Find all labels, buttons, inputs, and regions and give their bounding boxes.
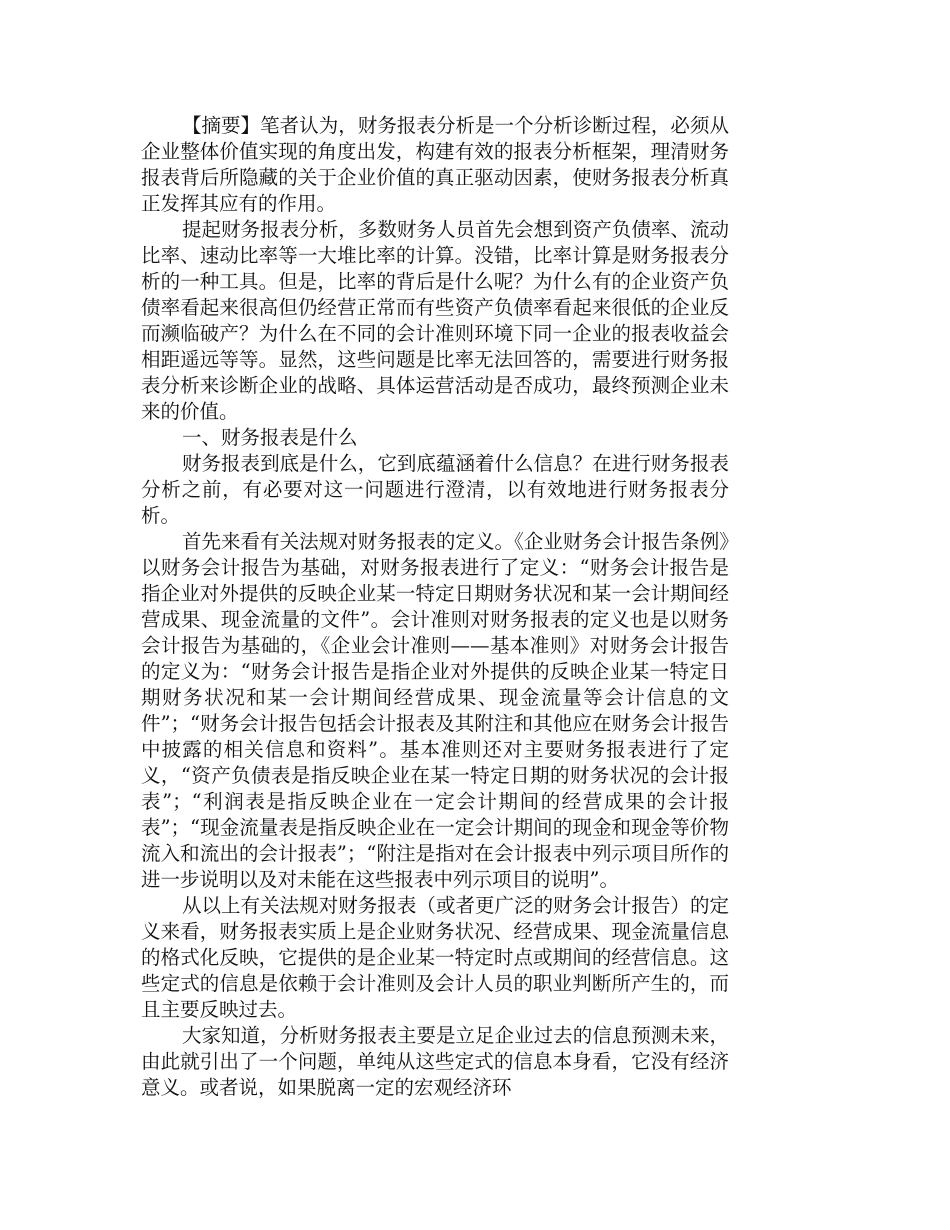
body-paragraph: 大家知道，分析财务报表主要是立足企业过去的信息预测未来，由此就引出了一个问题，单纯从这些定式的信息本身看，它没有经济意义。或者说，如果脱离一定的宏观经济环 [141,1024,729,1099]
document-body [141,113,729,1101]
section-heading: 一、财务报表是什么 [181,426,358,449]
intro-paragraph: 提起财务报表分析，多数财务人员首先会想到资产负债率、流动比率、速动比率等一大堆比率的计算。没错，比率计算是财务报表分析的一种工具。但是，比率的背后是什么呢？为什么有的企业资产负债率看起来很高但仍经营正常而有些资产负债率看起来很低的企业反而濒临破产？为什么在不同的会计准则环境下同一企业的报表收益会相距遥远等等。显然，这些问题是比率无法回答的，需要进行财务报表分析来诊断企业的战略、具体运营活动是否成功，最终预测企业未来的价值。 [141,218,729,423]
body-paragraph: 财务报表到底是什么，它到底蕴涵着什么信息？在进行财务报表分析之前，有必要对这一问题进行澄清，以有效地进行财务报表分析。 [141,452,729,527]
body-paragraph: 首先来看有关法规对财务报表的定义。《企业财务会计报告条例》以财务会计报告为基础，对财务报表进行了定义：“财务会计报告是指企业对外提供的反映企业某一特定日期财务状况和某一会计期间经营成果、现金流量的文件”。会计准则对财务报表的定义也是以财务会计报告为基础的，《企业会计准则——基本准则》对财务会计报告的定义为：“财务会计报告是指企业对外提供的反映企业某一特定日期财务状况和某一会计期间经营成果、现金流量等会计信息的文件”；“财务会计报告包括会计报表及其附注和其他应在财务会计报告中披露的相关信息和资料”。基本准则还对主要财务报表进行了定义，“资产负债表是指反映企业在某一特定日期的财务状况的会计报表”；“利润表是指反映企业在一定会计期间的经营成果的会计报表”；“现金流量表是指反映企业在一定会计期间的现金和现金等价物流入和流出的会计报表”；“附注是指对在会计报表中列示项目所作的进一步说明以及对未能在这些报表中列示项目的说明”。 [141,530,729,891]
abstract-paragraph: 【摘要】笔者认为，财务报表分析是一个分析诊断过程，必须从企业整体价值实现的角度出发，构建有效的报表分析框架，理清财务报表背后所隐藏的关于企业价值的真正驱动因素，使财务报表分析真正发挥其应有的作用。 [141,114,729,215]
body-paragraph: 从以上有关法规对财务报表（或者更广泛的财务会计报告）的定义来看，财务报表实质上是企业财务状况、经营成果、现金流量信息的格式化反映，它提供的是企业某一特定时点或期间的经营信息。这些定式的信息是依赖于会计准则及会计人员的职业判断所产生的，而且主要反映过去。 [141,894,729,1021]
